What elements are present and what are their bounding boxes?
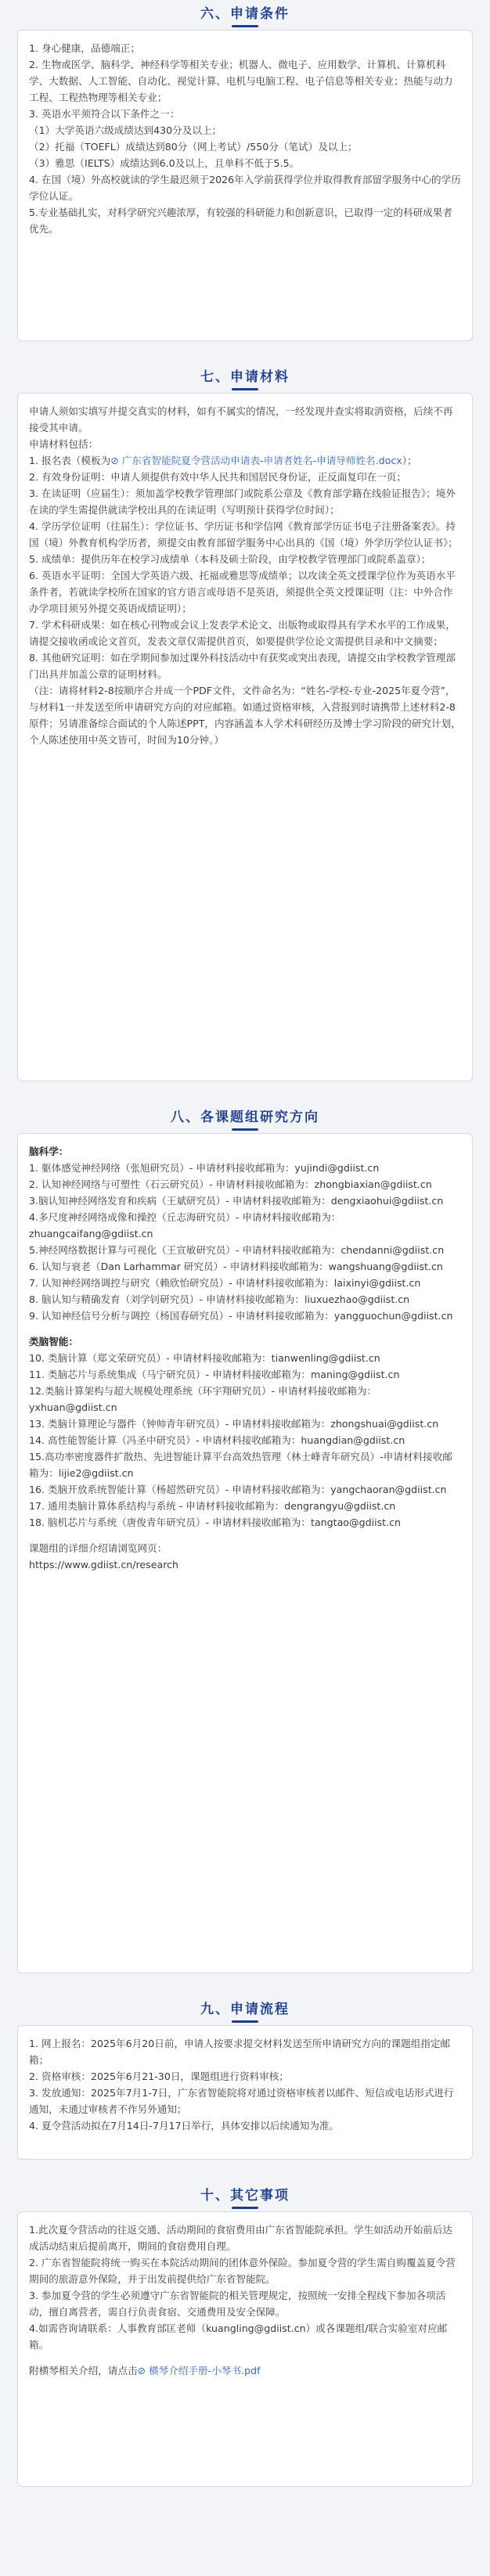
section-header-process <box>0 1995 490 2025</box>
section-title: 六、申请条件 <box>200 6 290 22</box>
research-group-item: 4.多尺度神经网络成像和操控（丘志海研究员）- 申请材料接收邮箱为：zhuangcaifang@gdiist.cn <box>29 1211 341 1239</box>
research-group-item: 15.高功率密度器件扩散热、先进智能计算平台高效热管理（林士峰青年研究员）-申请材料接收邮箱为：lijie2@gdiist.cn <box>29 1451 452 1479</box>
research-group-item: 3.脑认知神经网络发育和疾病（王斌研究员）- 申请材料接收邮箱为：dengxiaohui@gdiist.cn <box>29 1195 444 1207</box>
section-underline <box>232 388 258 390</box>
material-item: 6. 英语水平证明：全国大学英语六级、托福或雅思等成绩单；以攻读全英文授课学位作为英语水平条件者，若就读学校所在国家的官方语言或母语不是英语，须提供全英文授课证明（注：中外合作办学项目须另外提交英语成绩证明）； <box>29 570 456 614</box>
materials-intro: 申请人须如实填写并提交真实的材料，如有不属实的情况，一经发现并查实将取消资格，后续不再接受其申请。 <box>29 405 453 434</box>
research-url: https://www.gdiist.cn/research <box>29 1559 179 1570</box>
material-item: 7. 学术科研成果：如在核心刊物或会议上发表学术论文、出版物或取得具有学术水平的工作成果，请提交接收函或论文首页，发表文章仅需提供首页，如要提供学位论文需提供目录和中文摘要； <box>29 619 456 647</box>
section-underline <box>232 1128 258 1131</box>
research-group-item: 5.神经网络数据计算与可视化（王宣敏研究员）- 申请材料接收邮箱为：chendanni@gdiist.cn <box>29 1244 445 1256</box>
section-underline <box>232 25 258 27</box>
research-group-item: 14. 高性能智能计算（冯圣中研究员）- 申请材料接收邮箱为：huangdian@gdiist.cn <box>29 1434 405 1446</box>
section-header-materials <box>0 363 490 393</box>
other-item: 4.如需咨询请联系：人事教育部匡老师（kuangling@gdiist.cn）或各课题组/联合实验室对应邮箱。 <box>29 2322 448 2351</box>
condition-item: （2）托福（TOEFL）成绩达到80分（网上考试）/550分（笔试）及以上； <box>29 141 358 153</box>
material-item: 5. 成绩单：提供历年在校学习成绩单（本科及硕士阶段，由学校教学管理部门或院系盖章）； <box>29 553 431 565</box>
section-underline <box>232 2020 258 2023</box>
section-header-conditions <box>0 0 490 30</box>
process-box <box>17 2025 473 2160</box>
condition-item: （3）雅思（IELTS）成绩达到6.0及以上，且单科不低于5.5。 <box>29 157 300 169</box>
process-item: 4. 夏令营活动拟在7月14日-7月17日举行，具体安排以后续通知为准。 <box>29 2120 340 2132</box>
research-group-item: 12.类脑计算架构与超大规模处理系统（环宇翔研究员）- 申请材料接收邮箱为：yxhuan@gdiist.cn <box>29 1385 377 1413</box>
other-item: 1.此次夏令营活动的往返交通、活动期间的食宿费用由广东省智能院承担。学生如活动开始前后达成活动结束后提前离开，期间的食宿费用自理。 <box>29 2224 452 2252</box>
materials-intro2: 申请材料包括： <box>29 438 99 450</box>
condition-item: 1. 身心健康，品德端正； <box>29 42 140 54</box>
material-item-suffix: ）； <box>402 455 417 466</box>
hengqin-brochure-link[interactable]: ⊘ 横琴介绍手册-小琴书.pdf <box>137 2365 261 2376</box>
section-header-other <box>0 2182 490 2211</box>
section-title: 八、各课题组研究方向 <box>171 1110 319 1125</box>
section-underline <box>232 2207 258 2209</box>
spacer <box>29 2353 461 2362</box>
spacer <box>29 1531 461 1540</box>
process-item: 2. 资格审核：2025年6月21-30日，课题组进行资料审核； <box>29 2071 289 2082</box>
condition-item: 3. 英语水平须符合以下条件之一： <box>29 108 180 120</box>
other-item: 3. 参加夏令营的学生必须遵守广东省智能院的相关管理规定，按照统一安排全程线下参加各项活动，擅自离营者，需自行负责食宿、交通费用及安全保障。 <box>29 2290 446 2318</box>
conditions-box <box>17 30 473 341</box>
research-group-item: 10. 类脑计算（郑文荣研究员）- 申请材料接收邮箱为：tianwenling@gdiist.cn <box>29 1352 380 1364</box>
research-group-item: 7. 认知神经网络调控与研究（赖欣怡研究员）- 申请材料接收邮箱为：laixinyi@gdiist.cn <box>29 1277 421 1289</box>
section-title: 七、申请材料 <box>200 369 290 385</box>
research-group-item: 13. 类脑计算理论与器件（钟帅青年研究员）- 申请材料接收邮箱为：zhongshuai@gdiist.cn <box>29 1418 439 1430</box>
research-group-item: 17. 通用类脑计算体系结构与系统 - 申请材料接收邮箱为：dengrangyu@gdiist.cn <box>29 1500 396 1512</box>
research-group-item: 18. 脑机芯片与系统（唐俊青年研究员）- 申请材料接收邮箱为：tangtao@gdiist.cn <box>29 1516 401 1528</box>
condition-item: （1）大学英语六级成绩达到430分及以上； <box>29 124 222 136</box>
research-box <box>17 1133 473 1973</box>
material-item <box>29 452 461 469</box>
attachment-prefix: 附横琴相关介绍，请点击 <box>29 2365 138 2376</box>
condition-item: 4. 在国（境）外高校就读的学生最迟须于2026年入学前获得学位并取得教育部留学服务中心的学历学位认证。 <box>29 174 461 202</box>
condition-item: 5.专业基础扎实，对科学研究兴趣浓厚，有较强的科研能力和创新意识，已取得一定的科研成果者优先。 <box>29 207 452 235</box>
other-item: 2. 广东省智能院将统一购买在本院活动期间的团体意外保险。参加夏令营的学生需自购覆盖夏令营期间的旅游意外保险，并于出发前提供给广东省智能院。 <box>29 2257 456 2285</box>
material-note: （注：请将材料2-8按顺序合并成一个PDF文件，文件命名为：“姓名-学校-专业-2025年夏令营”，与材料1一并发送至所申请研究方向的对应邮箱。如通过资格审核，入营报到时请携带上述材料2-8原件；另请准备综合面试的个人陈述PPT，内容涵盖本人学术科研经历及博士学习阶段的研究计划，个人陈述使用中英文皆可，时间为10分钟。） <box>29 685 461 746</box>
other-box <box>17 2211 473 2487</box>
process-item: 3. 发放通知：2025年7月1-7日，广东省智能院将对通过资格审核者以邮件、短信或电话形式进行通知，未通过审核者不作另外通知； <box>29 2087 454 2115</box>
material-item-prefix: 1. 报名表（模板为 <box>29 455 111 466</box>
attachment-row <box>29 2362 461 2379</box>
research-group-item: 1. 躯体感觉神经网络（张旭研究员）- 申请材料接收邮箱为：yujindi@gdiist.cn <box>29 1162 380 1174</box>
material-item: 4. 学历学位证明（往届生）：学位证书、学历证书和学信网《教育部学历证书电子注册备案表》。持国（境）外教育机构学历者，须提交由教育部留学服务中心出具的《国（境）外学历学位认证书》； <box>29 520 458 549</box>
material-item: 8. 其他研究证明：如在学期间参加过课外科技活动中有获奖或突出表现，请提交由学校教学管理部门出具并加盖公章的证明材料。 <box>29 652 456 680</box>
spacer <box>29 1324 461 1333</box>
condition-item: 2. 生物或医学、脑科学、神经科学等相关专业；机器人、微电子、应用数学、计算机、计算机科学、大数据、人工智能、自动化、视觉计算、电机与电脑工程、电子信息等相关专业；热能与动力工程、工程热物理等相关专业； <box>29 59 453 103</box>
research-footer-text: 课题组的详细介绍请浏览网页： <box>29 1542 168 1554</box>
section-title: 十、其它事项 <box>200 2188 290 2204</box>
section-header-research <box>0 1103 490 1133</box>
process-item: 1. 网上报名：2025年6月20日前，申请人按要求提交材料发送至所申请研究方向的课题组指定邮箱； <box>29 2038 451 2066</box>
material-item: 2. 有效身份证明：申请人须提供有效中华人民共和国居民身份证，正反面复印在一页； <box>29 471 406 483</box>
research-group-item: 16. 类脑开放系统智能计算（杨超然研究员）- 申请材料接收邮箱为：yangchaoran@gdiist.cn <box>29 1484 447 1495</box>
research-group-item: 9. 认知神经信号分析与调控（杨国春研究员）- 申请材料接收邮箱为：yangguochun@gdiist.cn <box>29 1310 453 1322</box>
application-form-link[interactable]: ⊘ 广东省智能院夏令营活动申请表-申请者姓名-申请导师姓名.docx <box>110 455 402 466</box>
brain-science-heading: 脑科学： <box>29 1146 69 1157</box>
research-group-item: 6. 认知与衰老（Dan Larhammar 研究员）- 申请材料接收邮箱为：wangshuang@gdiist.cn <box>29 1261 443 1272</box>
section-title: 九、申请流程 <box>200 2002 290 2017</box>
research-group-item: 8. 脑认知与精确发育（刘学钊研究员）- 申请材料接收邮箱为：liuxuezhao@gdiist.cn <box>29 1293 410 1305</box>
research-group-item: 11. 类脑芯片与系统集成（马宁研究员）- 申请材料接收邮箱为：maning@gdiist.cn <box>29 1369 400 1380</box>
materials-box <box>17 393 473 1081</box>
research-group-item: 2. 认知神经网络与可塑性（石云研究员）- 申请材料接收邮箱为：zhongbiaxian@gdiist.cn <box>29 1178 432 1190</box>
material-item: 3. 在读证明（应届生）：须加盖学校教学管理部门或院系公章及《教育部学籍在线验证报告》；境外在读的学生需提供就读学校出具的在读证明（写明预计获得学位时间）； <box>29 487 456 516</box>
brain-inspired-ai-heading: 类脑智能： <box>29 1336 78 1347</box>
